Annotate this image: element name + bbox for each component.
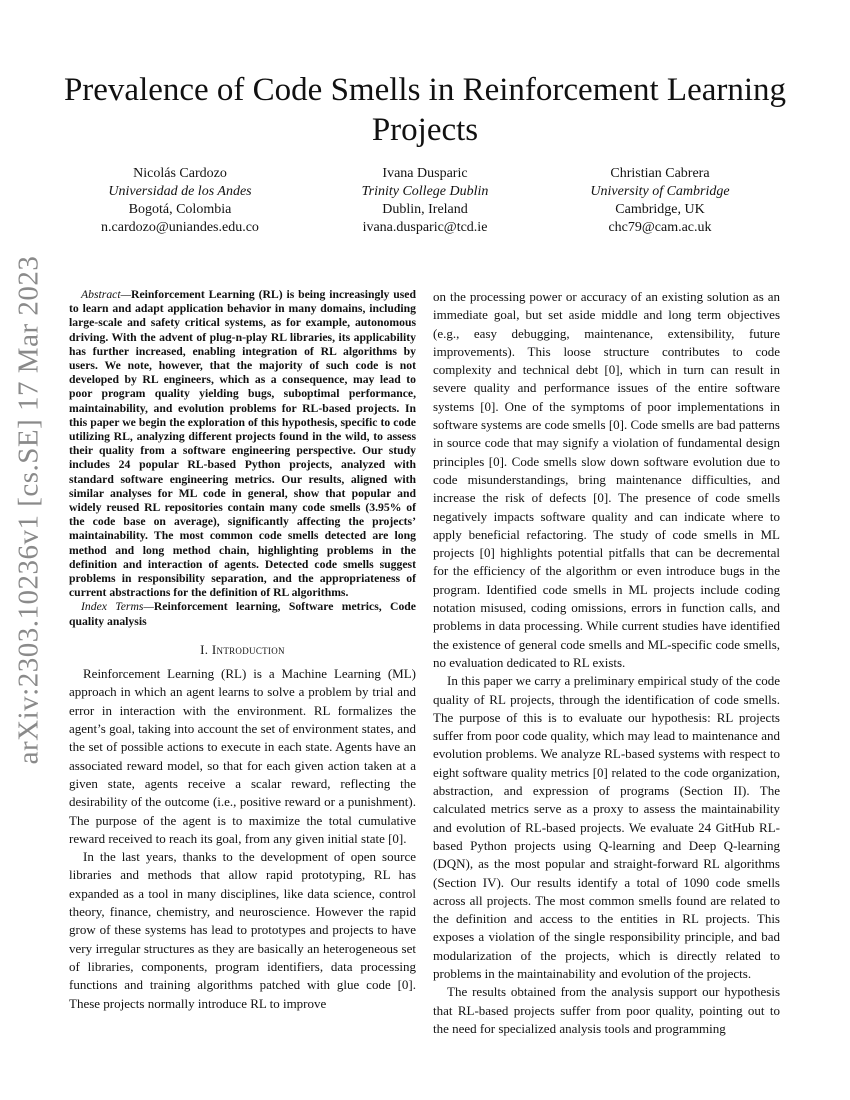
arxiv-stamp — [4, 255, 54, 765]
section-heading-introduction — [69, 641, 416, 659]
paper-title: Prevalence of Code Smells in Reinforcement Learning Projects — [63, 72, 787, 148]
paragraph: In the last years, thanks to the development of open source libraries and methods that allow rapid prototyping, RL has expanded as a tool in many disciplines, like data science, control theory, finance, chemistry, and neuroscience. However the rapid grow of these systems has lead to prototypes and projects to have very irregular structures as they are basically an heterogeneous set of libraries, components, program identifiers, data processing functions and training algorithms patched with glue code [0]. These projects normally introduce RL to improve — [69, 849, 416, 1011]
author-location: Bogotá, Colombia — [128, 202, 232, 217]
author-affiliation: Universidad de los Andes — [108, 184, 252, 199]
index-terms-label: Index Terms— — [81, 600, 154, 614]
arxiv-identifier[interactable]: arXiv:2303.10236v1 [cs.SE] 17 Mar 2023 — [12, 255, 45, 765]
section-title: Introduction — [211, 641, 285, 657]
right-column — [433, 288, 780, 1038]
author-2 — [305, 165, 545, 237]
author-3 — [540, 165, 780, 237]
author-affiliation: University of Cambridge — [590, 184, 730, 199]
index-terms-text: Reinforcement learning, Software metrics, Code quality analysis — [69, 600, 416, 628]
paragraph: Reinforcement Learning (RL) is a Machine Learning (ML) approach in which an agent learns to solve a problem by trial and error in interaction with the environment. RL formalizes the agent’s goal, taking into account the set of environment states, and the set of possible actions to execute in each state. Agents have an associated reward model, so that for each given action taken at a given state, agents receive a scalar reward, reflecting the desirability of the outcome (i.e., positive reward or a punishment). The purpose of the agent is to maximize the total cumulative reward received to reach its goal, from any given initial state [0]. — [69, 666, 416, 846]
author-name: Nicolás Cardozo — [133, 166, 227, 181]
author-affiliation: Trinity College Dublin — [361, 184, 489, 199]
author-email[interactable]: chc79@cam.ac.uk — [608, 220, 712, 235]
author-location: Cambridge, UK — [615, 202, 705, 217]
author-location: Dublin, Ireland — [382, 202, 468, 217]
author-email[interactable]: ivana.dusparic@tcd.ie — [362, 220, 488, 235]
author-1 — [60, 165, 300, 237]
section-number: I. — [200, 641, 212, 657]
author-name: Ivana Dusparic — [382, 166, 468, 181]
paragraph: In this paper we carry a preliminary empirical study of the code quality of RL projects, through the identification of code smells. The purpose of this is to evaluate our hypothesis: RL projects suffer from poor code quality, which may lead to maintenance and evolution problems. We analyze RL-based systems with respect to eight software quality metrics [0] related to the code organization, abstraction, and expression of programs (Section II). The calculated metrics serve as a proxy to assess the maintainability and evolution of RL-based projects. We evaluate 24 GitHub RL-based Python projects using Q-learning and Deep Q-learning (DQN), as the most popular and straight-forward RL algorithms (Section IV). Our results identify a total of 1090 code smells across all projects. The most common smells found are related to the definition and access to the entities in RL projects. This exposes a violation of the single responsibility principle, and bad modularization of the projects, which is directly related to problems in the maintainability and evolution of the projects. — [433, 673, 780, 981]
abstract-text: Reinforcement Learning (RL) is being increasingly used to learn and adapt application behavior in many domains, including large-scale and safety critical systems, as for example, autonomous driving. With the advent of plug-n-play RL libraries, its applicability has further increased, enabling integration of RL algorithms by users. We note, however, that the majority of such code is not developed by RL engineers, which as a consequence, may lead to poor program quality yielding bugs, suboptimal performance, maintainability, and evolution problems for RL-based projects. In this paper we begin the exploration of this hypothesis, specific to code utilizing RL, analyzing different projects found in the wild, to assess their quality from a software engineering perspective. Our study includes 24 popular RL-based Python projects, analyzed with standard software engineering metrics. Our results, aligned with similar analyses for ML code in general, show that popular and widely reused RL repositories contain many code smells (3.95% of the code base on average), significantly affecting the projects’ maintainability. The most common code smells detected are long method and long method chain, highlighting problems in the definition and interaction of agents. Detected code smells suggest problems in responsibility separation, and the appropriateness of current abstractions for the definition of RL algorithms. — [69, 288, 416, 600]
paragraph: The results obtained from the analysis support our hypothesis that RL-based projects suffer from poor quality, pointing out to the need for specialized analysis tools and programming — [433, 984, 780, 1036]
abstract — [69, 288, 416, 600]
abstract-label: Abstract— — [81, 288, 131, 301]
paragraph-continued: on the processing power or accuracy of an existing solution as an immediate goal, but set aside middle and long term objectives (e.g., easy debugging, maintenance, extensibility, future improvements). This loose structure contributes to code complexity and technical debt [0], which in turn can result in severe quality and performance issues of the entire software systems [0]. One of the symptoms of poor implementations in software systems are code smells [0]. Code smells are bad patterns in source code that may signify a violation of fundamental design principles [0]. Code smells slow down software evolution due to code misunderstandings, bring maintenance difficulties, and increase the risk of defects [0]. The presence of code smells negatively impacts software quality and can indicate where to apply beneficial refactoring. The study of code smells in ML projects [0] highlights potential pitfalls that can be decremental for the efficiency of the algorithm or even introduce bugs in the program. Identified code smells in ML projects include coding notation misused, coding omissions, errors in function calls, and problems in data processing. While current studies have identified the existence of general code smells and ML-specific code smells, no evaluation dedicated to RL exists. — [433, 289, 780, 670]
author-email[interactable]: n.cardozo@uniandes.edu.co — [101, 220, 259, 235]
author-block — [60, 165, 790, 245]
author-name: Christian Cabrera — [610, 166, 710, 181]
left-column — [69, 288, 416, 1013]
index-terms — [69, 600, 416, 628]
